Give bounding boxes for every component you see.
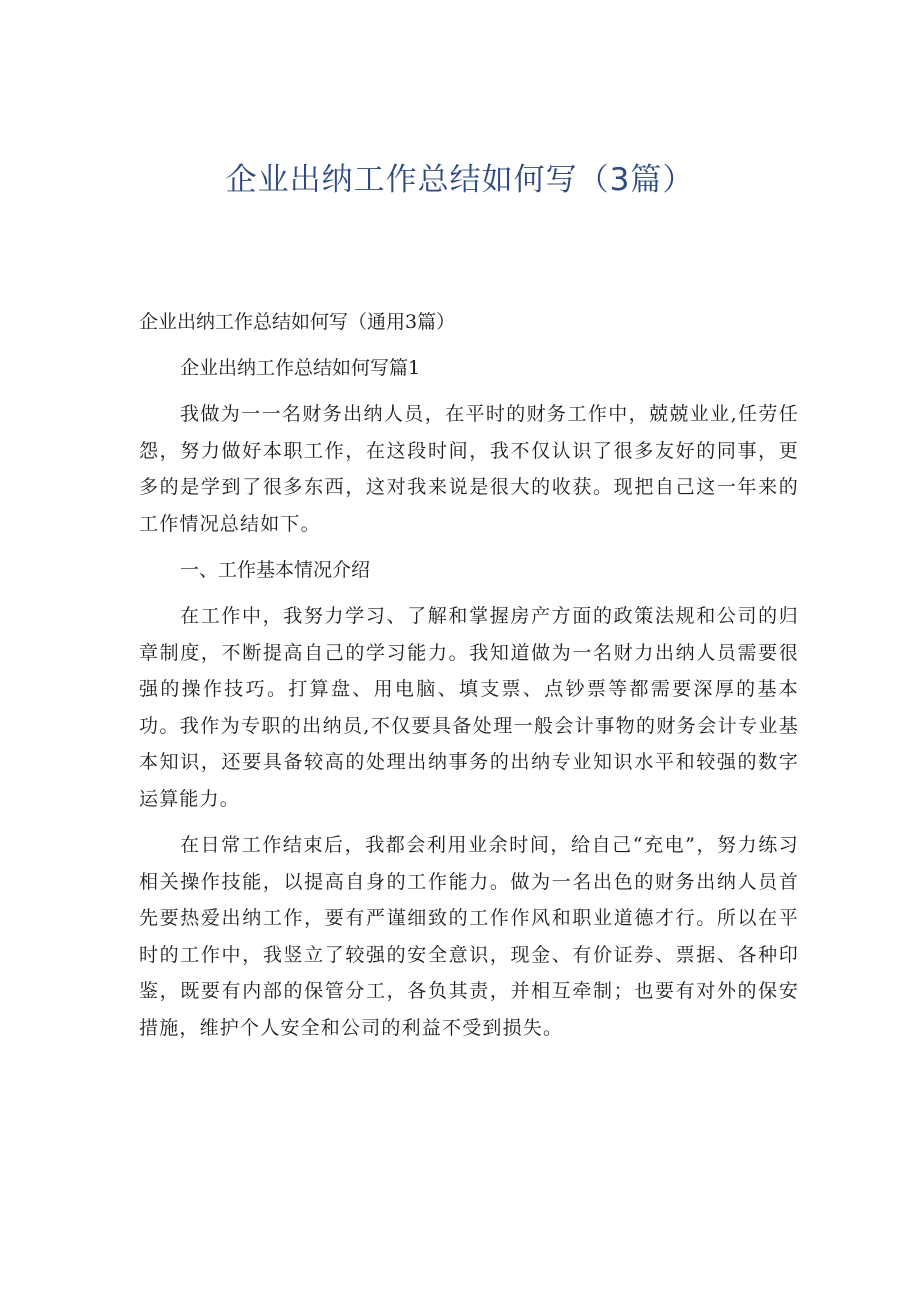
subheading: 一、工作基本情况介绍 — [180, 559, 371, 581]
paragraph: 在工作中，我努力学习、了解和掌握房产方面的政策法规和公司的归章制度，不断提高自己的学习能力。我知道做为一名财力出纳人员需要很强的操作技巧。打算盘、用电脑、填支票、点钞票等都需要深厚的基本功。我作为专职的出纳员,不仅要具备处理一般会计事物的财务会计专业基本知识，还要具备较高的处理出纳事务的出纳专业知识水平和较强的数字运算能力。 — [139, 605, 799, 810]
document-title: 企业出纳工作总结如何写（3篇） — [225, 162, 695, 198]
document-subtitle: 企业出纳工作总结如何写（通用3篇） — [139, 311, 456, 333]
paragraph: 我做为一一名财务出纳人员，在平时的财务工作中，兢兢业业,任劳任怨，努力做好本职工作，在这段时间，我不仅认识了很多友好的同事，更多的是学到了很多东西，这对我来说是很大的收获。现把自己这一年来的工作情况总结如下。 — [139, 403, 799, 535]
section-heading: 企业出纳工作总结如何写篇1 — [180, 357, 421, 379]
paragraph: 在日常工作结束后，我都会利用业余时间，给自己“充电”，努力练习相关操作技能，以提高自身的工作能力。做为一名出色的财务出纳人员首先要热爱出纳工作，要有严谨细致的工作作风和职业道德才行。所以在平时的工作中，我竖立了较强的安全意识，现金、有价证券、票据、各种印鉴，既要有内部的保管分工，各负其责，并相互牵制；也要有对外的保安措施，维护个人安全和公司的利益不受到损失。 — [139, 834, 799, 1039]
document-body — [139, 304, 799, 1056]
